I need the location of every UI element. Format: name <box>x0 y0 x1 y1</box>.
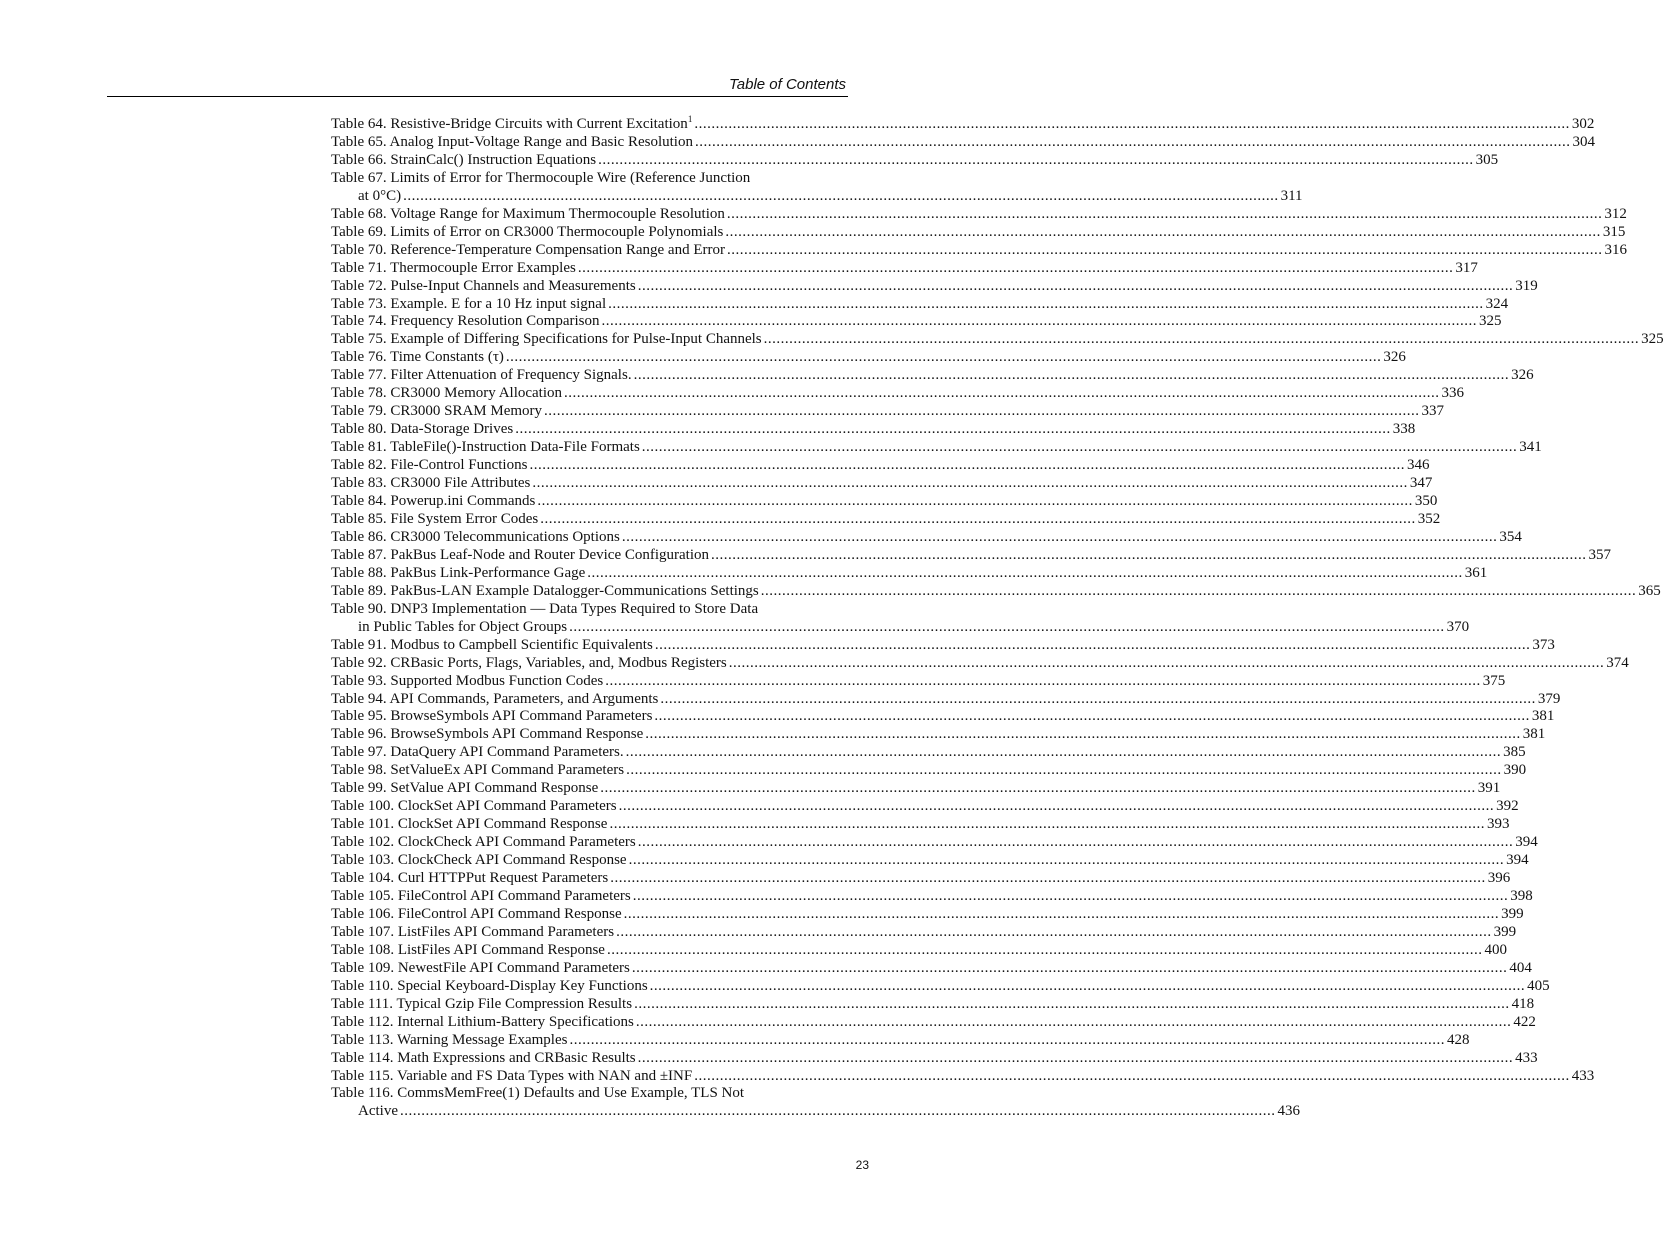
dot-leader <box>619 798 1495 816</box>
toc-entry[interactable] <box>331 690 1561 709</box>
toc-entry-title: Table 116. CommsMemFree(1) Defaults and Use Example, TLS Not <box>331 1085 745 1102</box>
toc-entry-page: 354 <box>1499 528 1522 545</box>
dot-leader <box>578 260 1454 278</box>
toc-entry-page: 436 <box>1277 1103 1300 1120</box>
toc-entry[interactable] <box>331 654 1629 673</box>
toc-entry[interactable] <box>331 600 1470 637</box>
dot-leader <box>694 116 1570 134</box>
toc-entry-title: Table 70. Reference-Temperature Compensation Range and Error <box>331 241 725 258</box>
toc-entry[interactable] <box>331 1031 1470 1050</box>
toc-entry[interactable] <box>331 1013 1536 1032</box>
toc-entry[interactable] <box>331 636 1555 655</box>
toc-entry-page: 305 <box>1475 151 1499 168</box>
toc-entry-page: 379 <box>1537 690 1561 707</box>
dot-leader <box>529 457 1405 475</box>
toc-entry-title: Table 80. Data-Storage Drives <box>331 421 514 438</box>
toc-entry-title: Table 86. CR3000 Telecommunications Options <box>331 528 620 545</box>
toc-entry-page: 385 <box>1503 744 1526 761</box>
toc-entry-title: Table 95. BrowseSymbols API Command Parameters <box>331 708 653 725</box>
dot-leader <box>569 1032 1445 1050</box>
toc-entry[interactable] <box>331 1067 1595 1086</box>
toc-entry-title: Table 101. ClockSet API Command Response <box>331 816 608 833</box>
toc-entry-page: 396 <box>1487 870 1511 887</box>
toc-entry[interactable] <box>331 798 1519 816</box>
dot-leader <box>587 565 1463 583</box>
toc-entry-page: 394 <box>1506 852 1529 869</box>
toc-entry[interactable] <box>331 834 1538 852</box>
dot-leader <box>629 852 1505 870</box>
dot-leader <box>650 978 1526 996</box>
toc-entry-title: Table 102. ClockCheck API Command Parameters <box>331 834 636 851</box>
dot-leader <box>711 547 1587 565</box>
dot-leader <box>761 583 1637 601</box>
toc-entry[interactable] <box>331 582 1661 601</box>
toc-entry-page: 381 <box>1522 726 1546 743</box>
toc-entry-page: 304 <box>1572 133 1595 150</box>
toc-entry-title: Table 110. Special Keyboard-Display Key Functions <box>331 977 648 994</box>
header-rule <box>107 96 848 97</box>
toc-entry-title-continuation: Active <box>358 1103 398 1120</box>
toc-entry-title: Table 73. Example. E for a 10 Hz input signal <box>331 295 607 312</box>
toc-entry-title: Table 85. File System Error Codes <box>331 510 539 527</box>
toc-entry-title: Table 88. PakBus Link-Performance Gage <box>331 564 586 581</box>
toc-entry-title-continuation: at 0°C) <box>358 187 402 204</box>
toc-entry[interactable] <box>331 151 1499 170</box>
toc-entry[interactable] <box>331 564 1488 583</box>
toc-entry-page: 393 <box>1486 816 1510 833</box>
dot-leader <box>400 1103 1276 1121</box>
dot-leader <box>569 619 1445 637</box>
dot-leader <box>609 816 1485 834</box>
toc-entry-page: 347 <box>1409 475 1433 492</box>
toc-entry-page: 316 <box>1604 241 1627 258</box>
toc-entry-page: 365 <box>1638 582 1661 599</box>
toc-entry[interactable] <box>331 510 1441 529</box>
toc-entry[interactable] <box>331 259 1478 278</box>
footnote-marker: 1 <box>687 114 693 124</box>
toc-entry[interactable] <box>331 457 1430 475</box>
toc-entry[interactable] <box>331 114 1595 134</box>
dot-leader <box>515 421 1391 439</box>
dot-leader <box>607 942 1483 960</box>
dot-leader <box>403 188 1279 206</box>
toc-entry[interactable] <box>331 672 1506 691</box>
toc-entry-title: Table 96. BrowseSymbols API Command Response <box>331 726 644 743</box>
toc-entry[interactable] <box>331 546 1612 565</box>
dot-leader <box>598 152 1474 170</box>
dot-leader <box>727 242 1603 260</box>
toc-entry[interactable] <box>331 349 1406 367</box>
toc-entry-page: 392 <box>1496 798 1519 815</box>
dot-leader <box>695 134 1571 152</box>
toc-entry-page: 341 <box>1519 439 1542 456</box>
toc-entry-page: 361 <box>1464 564 1488 581</box>
dot-leader <box>506 349 1382 367</box>
toc-entry-page: 325 <box>1479 313 1502 330</box>
dot-leader <box>638 834 1514 852</box>
toc-entry[interactable] <box>331 905 1524 924</box>
toc-entry-page: 311 <box>1280 187 1303 204</box>
toc-entry-page: 350 <box>1414 493 1438 510</box>
dot-leader <box>660 691 1536 709</box>
toc-entry-title: Table 105. FileControl API Command Parameters <box>331 887 631 904</box>
toc-entry-title: Table 98. SetValueEx API Command Parameters <box>331 762 625 779</box>
toc-entry[interactable] <box>331 744 1526 762</box>
toc-entry-page: 428 <box>1446 1031 1470 1048</box>
toc-entry-title: Table 94. API Commands, Parameters, and Arguments <box>331 690 659 707</box>
toc-entry-page: 302 <box>1571 116 1595 132</box>
toc-entry[interactable] <box>331 762 1527 780</box>
toc-entry[interactable] <box>331 1049 1538 1068</box>
dot-leader <box>725 224 1601 242</box>
running-head-title: Table of Contents <box>728 76 846 93</box>
dot-leader <box>634 367 1510 385</box>
dot-leader <box>636 1014 1512 1032</box>
toc-entry-title: Table 93. Supported Modbus Function Codes <box>331 672 604 689</box>
toc-entry-page: 399 <box>1501 905 1524 922</box>
toc-entry-page: 374 <box>1606 654 1629 671</box>
toc-entry-title: Table 87. PakBus Leaf-Node and Router Device Configuration <box>331 546 710 563</box>
toc-entry-page: 433 <box>1515 1049 1538 1066</box>
dot-leader <box>540 511 1416 529</box>
dot-leader <box>632 960 1508 978</box>
toc-entry-page: 357 <box>1588 546 1612 563</box>
toc-entry-page: 373 <box>1532 636 1555 653</box>
toc-entry-title: Table 115. Variable and FS Data Types with NAN and ±INF <box>331 1067 693 1084</box>
dot-leader <box>544 403 1420 421</box>
toc-entry-title: Table 103. ClockCheck API Command Response <box>331 852 627 869</box>
toc-entry-page: 391 <box>1477 780 1501 797</box>
toc-entry-title: Table 91. Modbus to Campbell Scientific Equivalents <box>331 636 653 653</box>
toc-entry[interactable] <box>331 205 1627 224</box>
toc-entry-title: Table 65. Analog Input-Voltage Range and Basic Resolution <box>331 133 693 150</box>
toc-entry[interactable] <box>331 367 1534 385</box>
toc-entry-title: Table 71. Thermocouple Error Examples <box>331 259 576 276</box>
dot-leader <box>616 924 1492 942</box>
toc-entry-title: Table 107. ListFiles API Command Parameters <box>331 923 615 940</box>
toc-entry[interactable] <box>331 870 1511 888</box>
toc-entry-page: 338 <box>1392 421 1416 438</box>
toc-entry-page: 418 <box>1511 995 1535 1012</box>
toc-entry[interactable] <box>331 708 1555 726</box>
toc-entry-title: Table 79. CR3000 SRAM Memory <box>331 403 543 420</box>
toc-entry-page: 319 <box>1515 277 1538 294</box>
toc-entry-title: Table 68. Voltage Range for Maximum Thermocouple Resolution <box>331 205 725 222</box>
dot-leader <box>537 493 1413 511</box>
toc-entry-page: 317 <box>1455 259 1478 276</box>
toc-entry-page: 375 <box>1482 672 1506 689</box>
toc-entry-title: Table 67. Limits of Error for Thermocouple Wire (Reference Junction <box>331 169 751 186</box>
dot-leader <box>638 278 1514 296</box>
dot-leader <box>764 331 1640 349</box>
toc-entry-title: Table 90. DNP3 Implementation — Data Types Required to Store Data <box>331 600 759 617</box>
toc-entry-page: 394 <box>1515 834 1538 851</box>
dot-leader <box>564 385 1440 403</box>
toc-entry[interactable] <box>331 133 1595 152</box>
toc-entry-title: Table 114. Math Expressions and CRBasic Results <box>331 1049 636 1066</box>
dot-leader <box>655 637 1531 655</box>
page-number: 23 <box>855 1158 869 1172</box>
dot-leader <box>602 313 1478 331</box>
toc-entry-page: 390 <box>1503 762 1527 779</box>
toc-entry[interactable] <box>331 295 1509 314</box>
toc-entry[interactable] <box>331 977 1550 996</box>
toc-entry[interactable] <box>331 923 1517 942</box>
toc-entry-title: Table 82. File-Control Functions <box>331 457 528 474</box>
toc-entry-title: Table 76. Time Constants (τ) <box>331 349 504 366</box>
toc-entry-page: 337 <box>1421 403 1445 420</box>
dot-leader <box>608 296 1484 314</box>
toc-entry-title: Table 78. CR3000 Memory Allocation <box>331 385 563 402</box>
dot-leader <box>727 206 1603 224</box>
toc-entry-title: Table 83. CR3000 File Attributes <box>331 475 531 492</box>
toc-entry[interactable] <box>331 1085 1300 1121</box>
toc-entry-title: Table 75. Example of Differing Specifications for Pulse-Input Channels <box>331 331 762 348</box>
toc-entry-page: 326 <box>1511 367 1534 384</box>
toc-entry-title: Table 106. FileControl API Command Response <box>331 905 622 922</box>
toc-entry-page: 405 <box>1527 977 1550 994</box>
toc-entry[interactable] <box>331 726 1546 744</box>
dot-leader <box>694 1068 1570 1086</box>
toc-entry-page: 336 <box>1441 385 1465 402</box>
toc-entry-page: 399 <box>1493 923 1517 940</box>
toc-entry[interactable] <box>331 439 1542 457</box>
dot-leader <box>605 673 1481 691</box>
toc-entry[interactable] <box>331 169 1303 206</box>
list-of-tables <box>331 114 1664 1121</box>
toc-entry[interactable] <box>331 421 1416 439</box>
toc-entry[interactable] <box>331 959 1532 978</box>
toc-entry-page: 404 <box>1509 959 1532 976</box>
toc-entry-title: Table 108. ListFiles API Command Response <box>331 941 605 958</box>
toc-entry[interactable] <box>331 493 1438 511</box>
toc-entry-title: Table 109. NewestFile API Command Parameters <box>331 959 630 976</box>
toc-entry-title: Table 64. Resistive-Bridge Circuits with Current Excitation <box>331 116 688 132</box>
toc-entry-title: Table 69. Limits of Error on CR3000 Thermocouple Polynomials <box>331 223 724 240</box>
toc-entry-page: 312 <box>1604 205 1627 222</box>
toc-entry-title: Table 99. SetValue API Command Response <box>331 780 599 797</box>
toc-entry-title: Table 112. Internal Lithium-Battery Specifications <box>331 1013 634 1030</box>
toc-entry[interactable] <box>331 887 1533 906</box>
toc-entry[interactable] <box>331 475 1433 493</box>
dot-leader <box>634 996 1510 1014</box>
toc-entry-title: Table 81. TableFile()-Instruction Data-File Formats <box>331 439 640 456</box>
dot-leader <box>610 870 1486 888</box>
toc-entry[interactable] <box>331 995 1535 1014</box>
toc-entry-title: Table 72. Pulse-Input Channels and Measurements <box>331 277 636 294</box>
toc-entry-page: 352 <box>1417 510 1441 527</box>
toc-entry-page: 400 <box>1484 941 1507 958</box>
dot-leader <box>622 529 1498 547</box>
toc-entry-page: 398 <box>1510 887 1533 904</box>
toc-entry-title: Table 77. Filter Attenuation of Frequency Signals. <box>331 367 632 384</box>
dot-leader <box>645 726 1521 744</box>
toc-entry-page: 370 <box>1446 618 1470 635</box>
toc-entry[interactable] <box>331 941 1507 960</box>
toc-entry[interactable] <box>331 277 1538 296</box>
toc-entry[interactable] <box>331 385 1465 403</box>
toc-entry-page: 346 <box>1406 457 1430 474</box>
dot-leader <box>532 475 1408 493</box>
toc-entry-page: 326 <box>1383 349 1406 366</box>
toc-entry[interactable] <box>331 313 1502 331</box>
toc-entry-page: 324 <box>1485 295 1509 312</box>
toc-entry[interactable] <box>331 852 1529 870</box>
toc-entry[interactable] <box>331 331 1664 349</box>
toc-entry-title: Table 113. Warning Message Examples <box>331 1031 568 1048</box>
dot-leader <box>624 906 1500 924</box>
toc-entry-title: Table 89. PakBus-LAN Example Datalogger-Communications Settings <box>331 582 759 599</box>
toc-entry[interactable] <box>331 780 1501 798</box>
toc-entry-title: Table 84. Powerup.ini Commands <box>331 493 536 510</box>
toc-entry[interactable] <box>331 816 1510 834</box>
dot-leader <box>729 655 1605 673</box>
dot-leader <box>600 780 1476 798</box>
dot-leader <box>638 1050 1514 1068</box>
dot-leader <box>626 762 1502 780</box>
toc-entry-title: Table 100. ClockSet API Command Parameters <box>331 798 617 815</box>
toc-entry-page: 422 <box>1513 1013 1536 1030</box>
dot-leader <box>654 708 1530 726</box>
toc-entry[interactable] <box>331 241 1627 260</box>
toc-entry[interactable] <box>331 223 1626 242</box>
toc-entry-page: 381 <box>1531 708 1555 725</box>
toc-entry[interactable] <box>331 528 1522 547</box>
toc-entry-page: 315 <box>1602 223 1626 240</box>
dot-leader <box>642 439 1518 457</box>
toc-entry-title: Table 104. Curl HTTPPut Request Parameters <box>331 870 609 887</box>
toc-entry-title: Table 74. Frequency Resolution Comparison <box>331 313 600 330</box>
toc-entry-title: Table 97. DataQuery API Command Parameters. <box>331 744 624 761</box>
dot-leader <box>633 888 1509 906</box>
toc-entry-title: Table 111. Typical Gzip File Compression Results <box>331 995 633 1012</box>
toc-entry-title: Table 66. StrainCalc() Instruction Equations <box>331 151 597 168</box>
toc-entry[interactable] <box>331 403 1445 421</box>
toc-entry-page: 433 <box>1571 1067 1595 1084</box>
toc-entry-page: 325 <box>1641 331 1664 348</box>
toc-entry-title: Table 92. CRBasic Ports, Flags, Variables, and, Modbus Registers <box>331 654 727 671</box>
toc-entry-title-continuation: in Public Tables for Object Groups <box>358 618 568 635</box>
dot-leader <box>626 744 1502 762</box>
